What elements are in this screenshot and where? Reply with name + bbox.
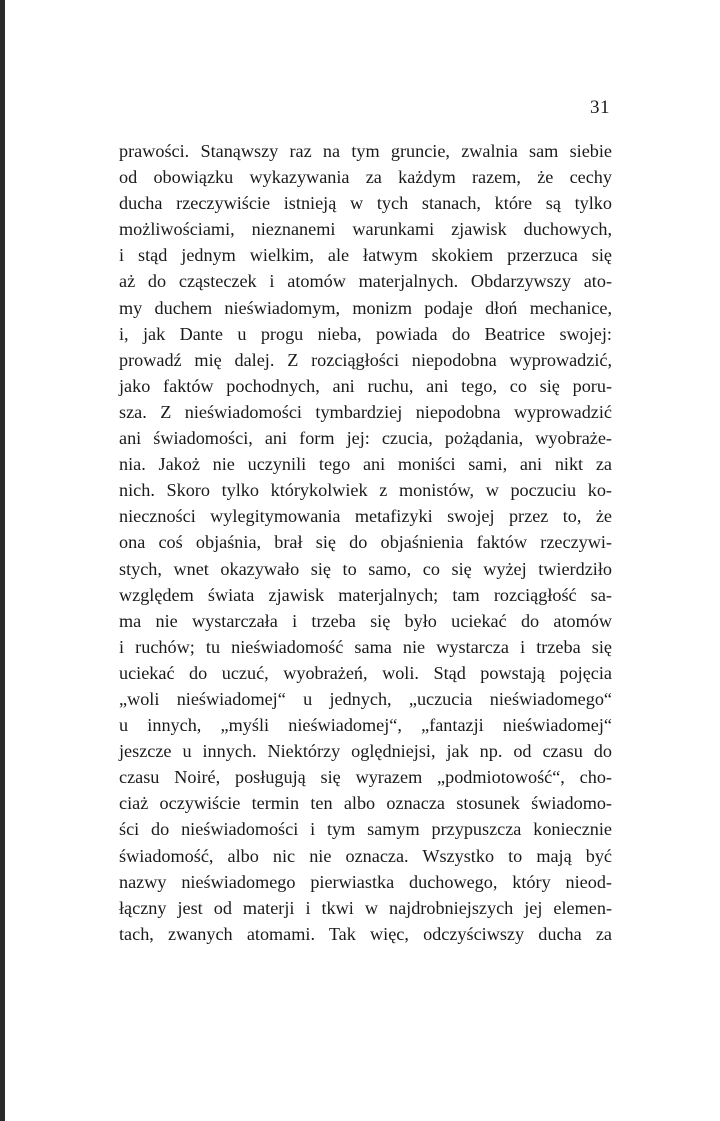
text-line: ciaż oczywiście termin ten albo oznacza stosunek świadomo-: [119, 793, 612, 814]
page-number: 31: [590, 97, 610, 118]
text-line: nazwy nieświadomego pierwiastka duchowego, który nieod-: [119, 871, 612, 892]
text-line: nieczności wylegitymowania metafizyki swojej przez to, że: [119, 506, 612, 527]
text-line: ducha rzeczywiście istnieją w tych stanach, które są tylko: [119, 193, 612, 214]
text-line: ma nie wystarczała i trzeba się było uciekać do atomów: [119, 610, 612, 631]
text-line: nia. Jakoż nie uczynili tego ani moniści sami, ani nikt za: [119, 454, 612, 475]
text-line: jako faktów pochodnych, ani ruchu, ani tego, co się poru-: [119, 375, 612, 396]
text-line: ści do nieświadomości i tym samym przypuszcza koniecznie: [119, 819, 612, 840]
text-line: i ruchów; tu nieświadomość sama nie wystarcza i trzeba się: [119, 636, 612, 657]
text-line: i stąd jednym wielkim, ale łatwym skokiem przerzuca się: [119, 245, 612, 266]
text-line: jeszcze u innych. Niektórzy oględniejsi, jak np. od czasu do: [119, 741, 612, 762]
text-line: prowadź mię dalej. Z rozciągłości niepodobna wyprowadzić,: [119, 349, 612, 370]
text-line: aż do cząsteczek i atomów materjalnych. Obdarzywszy ato-: [119, 271, 612, 292]
text-line: u innych, „myśli nieświadomej“, „fantazji nieświadomej“: [119, 715, 612, 736]
text-line: względem świata zjawisk materjalnych; tam rozciągłość sa-: [119, 584, 612, 605]
page-left-edge: [0, 0, 5, 1121]
text-line: łączny jest od materji i tkwi w najdrobniejszych jej elemen-: [119, 897, 612, 918]
text-line: uciekać do uczuć, wyobrażeń, woli. Stąd powstają pojęcia: [119, 662, 612, 683]
text-line: ani świadomości, ani form jej: czucia, pożądania, wyobraże-: [119, 428, 612, 449]
text-line: tach, zwanych atomami. Tak więc, odczyściwszy ducha za: [119, 923, 612, 944]
text-line: prawości. Stanąwszy raz na tym gruncie, zwalnia sam siebie: [119, 141, 612, 161]
text-line: świadomość, albo nic nie oznacza. Wszystko to mają być: [119, 845, 612, 866]
body-text: [119, 138, 612, 947]
text-line: „woli nieświadomej“ u jednych, „uczucia nieświadomego“: [119, 688, 612, 709]
text-line: możliwościami, nieznanemi warunkami zjawisk duchowych,: [119, 219, 612, 240]
text-line: i, jak Dante u progu nieba, powiada do Beatrice swojej:: [119, 323, 612, 344]
text-line: sza. Z nieświadomości tymbardziej niepodobna wyprowadzić: [119, 401, 612, 422]
text-line: nich. Skoro tylko którykolwiek z monistów, w poczuciu ko-: [119, 480, 612, 501]
text-line: od obowiązku wykazywania za każdym razem, że cechy: [119, 167, 612, 188]
text-line: my duchem nieświadomym, monizm podaje dłoń mechanice,: [119, 297, 612, 318]
text-line: ona coś objaśnia, brał się do objaśnienia faktów rzeczywi-: [119, 532, 612, 553]
text-line: czasu Noiré, posługują się wyrazem „podmiotowość“, cho-: [119, 767, 612, 788]
text-line: stych, wnet okazywało się to samo, co się wyżej twierdziło: [119, 558, 612, 579]
